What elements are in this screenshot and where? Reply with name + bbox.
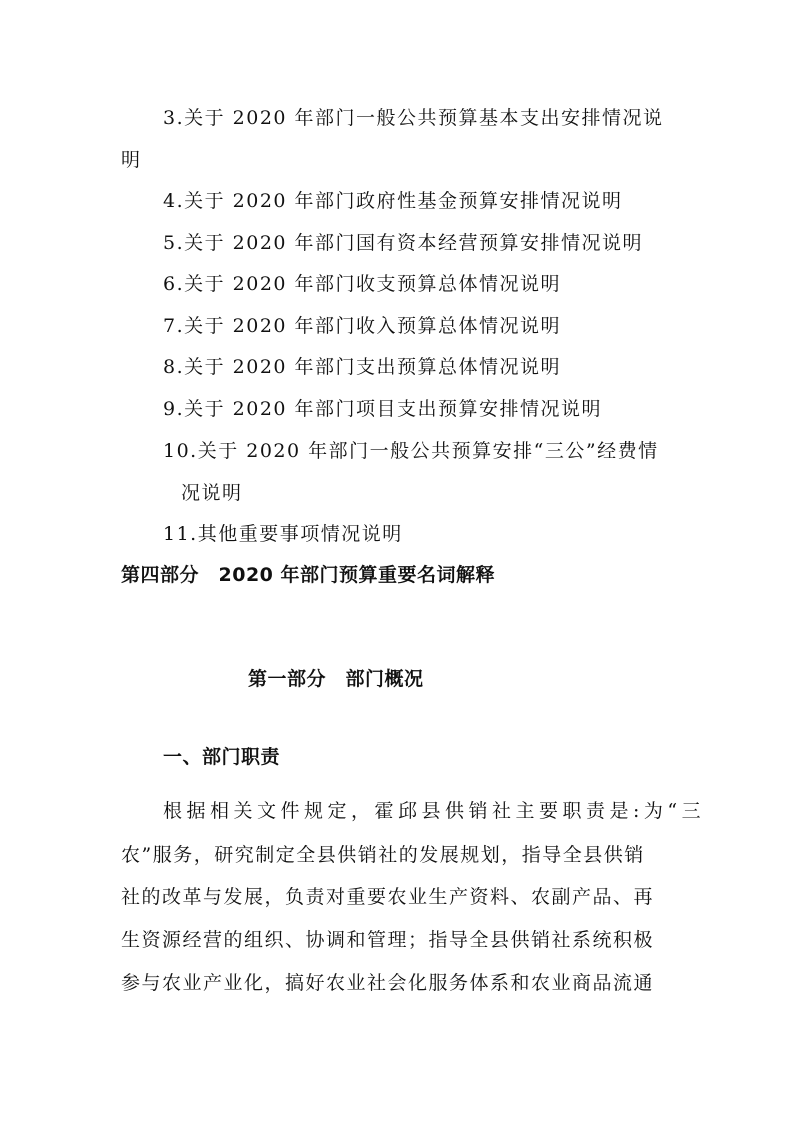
paragraph-line-2: 农”服务，研究制定全县供销社的发展规划，指导全县供销: [121, 844, 645, 866]
part1-heading: 第一部分 部门概况: [248, 668, 424, 690]
toc-item-3: 3.关于 2020 年部门一般公共预算基本支出安排情况说: [163, 107, 664, 129]
toc-item-4: 4.关于 2020 年部门政府性基金预算安排情况说明: [163, 190, 623, 212]
section1-heading: 一、部门职责: [163, 746, 281, 768]
paragraph-line-3: 社的改革与发展，负责对重要农业生产资料、农副产品、再: [121, 886, 655, 908]
paragraph-line-4: 生资源经营的组织、协调和管理；指导全县供销社系统积极: [121, 929, 655, 951]
toc-item-6: 6.关于 2020 年部门收支预算总体情况说明: [163, 273, 562, 295]
part4-heading: 第四部分 2020 年部门预算重要名词解释: [121, 564, 495, 586]
toc-item-3-continuation: 明: [121, 149, 142, 171]
toc-item-10-continuation: 况说明: [181, 482, 243, 504]
toc-item-9: 9.关于 2020 年部门项目支出预算安排情况说明: [163, 398, 603, 420]
toc-item-8: 8.关于 2020 年部门支出预算总体情况说明: [163, 356, 562, 378]
toc-item-11: 11.其他重要事项情况说明: [163, 523, 403, 545]
toc-item-10: 10.关于 2020 年部门一般公共预算安排“三公”经费情: [163, 440, 659, 462]
paragraph-line-1: 根据相关文件规定，霍邱县供销社主要职责是:为“三: [163, 800, 706, 822]
toc-item-7: 7.关于 2020 年部门收入预算总体情况说明: [163, 315, 562, 337]
paragraph-line-5: 参与农业产业化，搞好农业社会化服务体系和农业商品流通: [121, 972, 655, 994]
toc-item-5: 5.关于 2020 年部门国有资本经营预算安排情况说明: [163, 232, 644, 254]
